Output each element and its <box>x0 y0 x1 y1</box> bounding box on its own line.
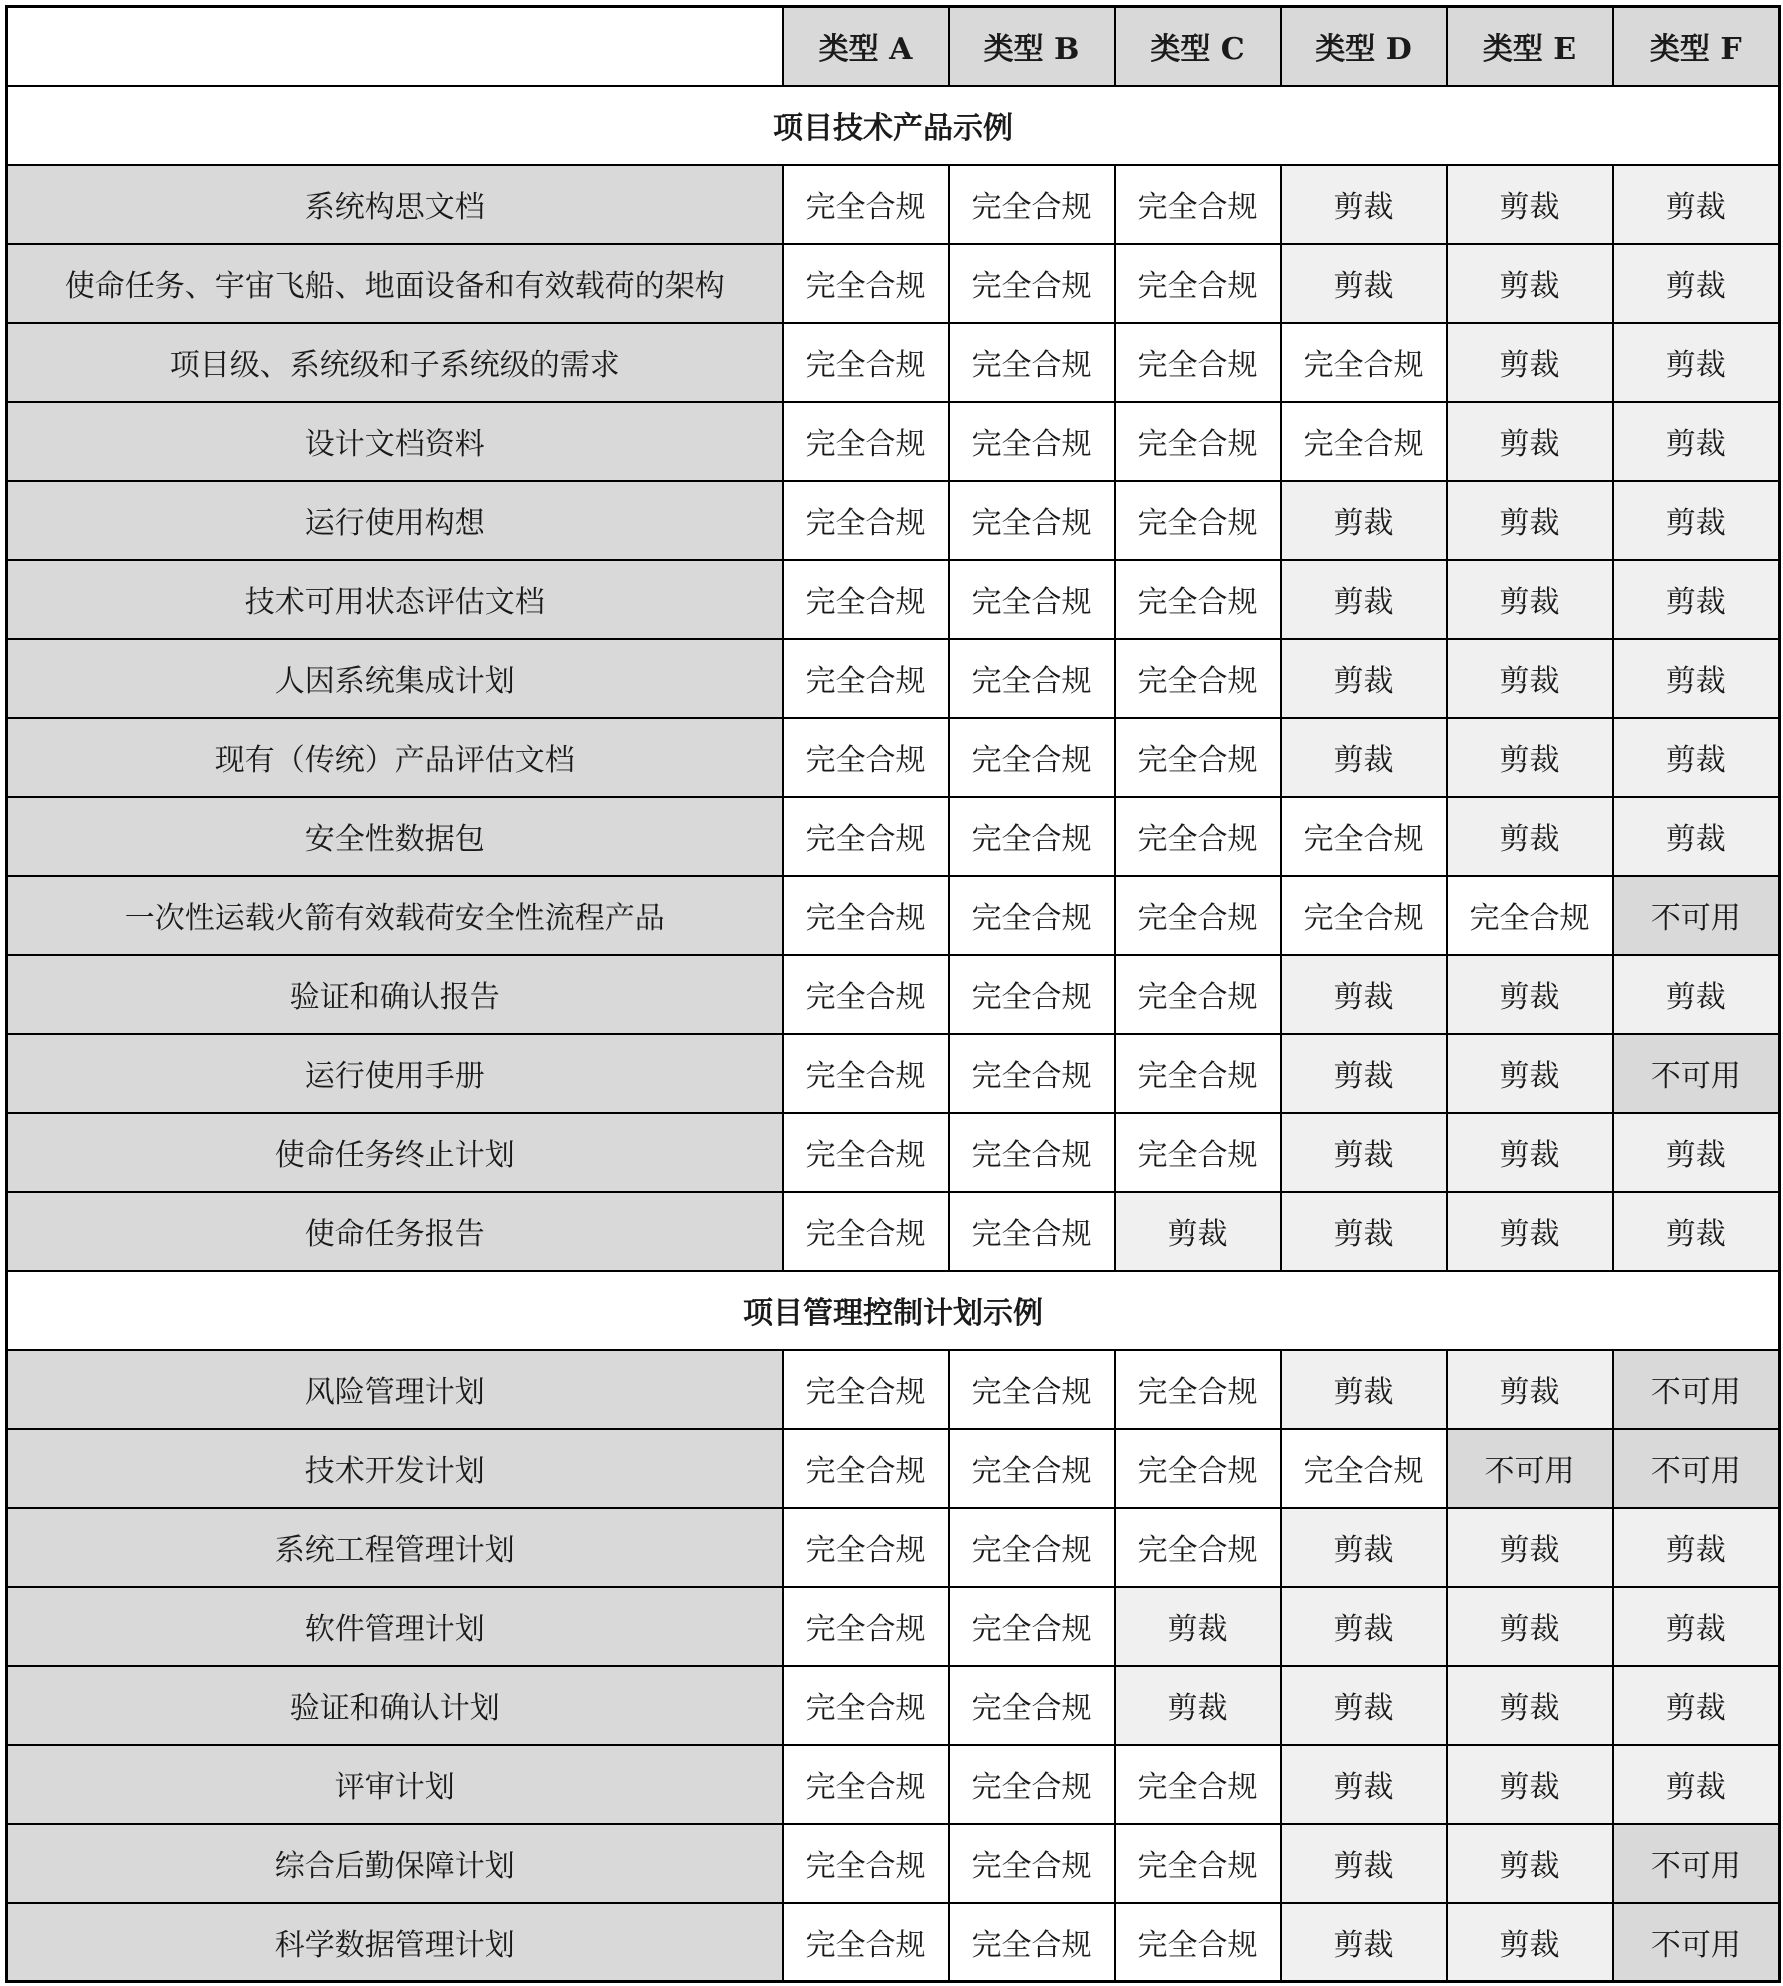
compliance-cell: 完全合规 <box>783 165 949 244</box>
compliance-cell: 剪裁 <box>1281 244 1447 323</box>
compliance-cell: 完全合规 <box>949 165 1115 244</box>
compliance-cell: 剪裁 <box>1447 639 1613 718</box>
section-title: 项目管理控制计划示例 <box>7 1271 1780 1350</box>
compliance-cell: 剪裁 <box>1613 1192 1780 1271</box>
compliance-cell: 完全合规 <box>783 1429 949 1508</box>
header-row <box>7 7 1780 86</box>
compliance-cell: 剪裁 <box>1281 639 1447 718</box>
compliance-cell: 完全合规 <box>1115 1508 1281 1587</box>
compliance-cell: 完全合规 <box>1115 639 1281 718</box>
compliance-cell: 完全合规 <box>1115 1745 1281 1824</box>
compliance-cell: 剪裁 <box>1613 1113 1780 1192</box>
table-row <box>7 481 1780 560</box>
table-row <box>7 1745 1780 1824</box>
compliance-cell: 剪裁 <box>1281 1113 1447 1192</box>
compliance-cell: 完全合规 <box>783 1192 949 1271</box>
compliance-cell: 剪裁 <box>1447 1824 1613 1903</box>
table-row <box>7 323 1780 402</box>
corner-cell <box>7 7 783 86</box>
compliance-cell: 剪裁 <box>1447 1508 1613 1587</box>
compliance-cell: 剪裁 <box>1281 1824 1447 1903</box>
compliance-cell: 完全合规 <box>1115 1429 1281 1508</box>
row-label: 科学数据管理计划 <box>7 1903 783 1982</box>
table-row <box>7 1192 1780 1271</box>
compliance-cell: 不可用 <box>1613 1429 1780 1508</box>
compliance-cell: 完全合规 <box>1115 481 1281 560</box>
compliance-cell: 不可用 <box>1613 876 1780 955</box>
row-label: 验证和确认计划 <box>7 1666 783 1745</box>
row-label: 风险管理计划 <box>7 1350 783 1429</box>
compliance-cell: 完全合规 <box>1115 876 1281 955</box>
table-row <box>7 1429 1780 1508</box>
compliance-cell: 完全合规 <box>783 244 949 323</box>
row-label: 安全性数据包 <box>7 797 783 876</box>
compliance-cell: 完全合规 <box>949 1903 1115 1982</box>
compliance-cell: 完全合规 <box>949 876 1115 955</box>
row-label: 技术可用状态评估文档 <box>7 560 783 639</box>
compliance-cell: 剪裁 <box>1613 718 1780 797</box>
compliance-cell: 完全合规 <box>1281 402 1447 481</box>
compliance-cell: 剪裁 <box>1447 797 1613 876</box>
compliance-cell: 完全合规 <box>783 1666 949 1745</box>
compliance-cell: 不可用 <box>1613 1903 1780 1982</box>
compliance-cell: 剪裁 <box>1447 955 1613 1034</box>
compliance-cell: 剪裁 <box>1447 481 1613 560</box>
compliance-cell: 剪裁 <box>1613 560 1780 639</box>
compliance-cell: 完全合规 <box>949 1429 1115 1508</box>
row-label: 系统工程管理计划 <box>7 1508 783 1587</box>
compliance-cell: 剪裁 <box>1613 244 1780 323</box>
tailoring-table <box>5 5 1781 1983</box>
compliance-cell: 剪裁 <box>1281 1350 1447 1429</box>
table-row <box>7 1508 1780 1587</box>
compliance-cell: 完全合规 <box>1281 876 1447 955</box>
compliance-cell: 完全合规 <box>949 402 1115 481</box>
row-label: 系统构思文档 <box>7 165 783 244</box>
column-header-type-b: 类型 B <box>949 7 1115 86</box>
compliance-cell: 剪裁 <box>1281 1192 1447 1271</box>
compliance-cell: 完全合规 <box>949 244 1115 323</box>
compliance-cell: 完全合规 <box>783 1587 949 1666</box>
compliance-cell: 完全合规 <box>949 955 1115 1034</box>
compliance-cell: 完全合规 <box>1115 165 1281 244</box>
compliance-cell: 剪裁 <box>1281 718 1447 797</box>
compliance-cell: 完全合规 <box>1115 244 1281 323</box>
compliance-cell: 完全合规 <box>1115 718 1281 797</box>
compliance-cell: 完全合规 <box>783 1034 949 1113</box>
table-row <box>7 1350 1780 1429</box>
compliance-cell: 剪裁 <box>1447 1113 1613 1192</box>
compliance-cell: 剪裁 <box>1613 323 1780 402</box>
compliance-cell: 完全合规 <box>949 560 1115 639</box>
table-row <box>7 1113 1780 1192</box>
table-row <box>7 955 1780 1034</box>
section-row <box>7 1271 1780 1350</box>
column-header-type-e: 类型 E <box>1447 7 1613 86</box>
section-row <box>7 86 1780 165</box>
column-header-type-c: 类型 C <box>1115 7 1281 86</box>
compliance-cell: 完全合规 <box>783 1113 949 1192</box>
compliance-cell: 完全合规 <box>1281 797 1447 876</box>
row-label: 软件管理计划 <box>7 1587 783 1666</box>
compliance-cell: 完全合规 <box>1281 323 1447 402</box>
compliance-cell: 完全合规 <box>1115 1113 1281 1192</box>
compliance-cell: 完全合规 <box>783 1508 949 1587</box>
compliance-cell: 完全合规 <box>783 323 949 402</box>
compliance-cell: 完全合规 <box>949 323 1115 402</box>
compliance-cell: 剪裁 <box>1447 1034 1613 1113</box>
row-label: 一次性运载火箭有效载荷安全性流程产品 <box>7 876 783 955</box>
row-label: 综合后勤保障计划 <box>7 1824 783 1903</box>
compliance-cell: 剪裁 <box>1447 1350 1613 1429</box>
compliance-cell: 完全合规 <box>783 639 949 718</box>
compliance-cell: 完全合规 <box>1115 1350 1281 1429</box>
compliance-cell: 完全合规 <box>783 1903 949 1982</box>
compliance-cell: 完全合规 <box>1115 1903 1281 1982</box>
compliance-cell: 剪裁 <box>1281 955 1447 1034</box>
compliance-cell: 完全合规 <box>783 797 949 876</box>
compliance-cell: 剪裁 <box>1281 1034 1447 1113</box>
compliance-cell: 完全合规 <box>949 718 1115 797</box>
compliance-cell: 剪裁 <box>1613 797 1780 876</box>
table-body <box>7 86 1780 1982</box>
compliance-cell: 剪裁 <box>1115 1192 1281 1271</box>
compliance-cell: 完全合规 <box>1115 323 1281 402</box>
row-label: 使命任务、宇宙飞船、地面设备和有效载荷的架构 <box>7 244 783 323</box>
compliance-cell: 完全合规 <box>1115 955 1281 1034</box>
table-row <box>7 797 1780 876</box>
table-row <box>7 1666 1780 1745</box>
row-label: 运行使用手册 <box>7 1034 783 1113</box>
row-label: 评审计划 <box>7 1745 783 1824</box>
compliance-cell: 不可用 <box>1447 1429 1613 1508</box>
compliance-cell: 完全合规 <box>949 481 1115 560</box>
compliance-cell: 剪裁 <box>1281 481 1447 560</box>
compliance-cell: 剪裁 <box>1281 1903 1447 1982</box>
compliance-cell: 剪裁 <box>1613 402 1780 481</box>
compliance-cell: 剪裁 <box>1447 560 1613 639</box>
compliance-cell: 剪裁 <box>1281 1745 1447 1824</box>
compliance-cell: 剪裁 <box>1281 1587 1447 1666</box>
row-label: 运行使用构想 <box>7 481 783 560</box>
table-row <box>7 1034 1780 1113</box>
row-label: 设计文档资料 <box>7 402 783 481</box>
column-header-type-f: 类型 F <box>1613 7 1780 86</box>
compliance-cell: 完全合规 <box>1115 1824 1281 1903</box>
table-row <box>7 402 1780 481</box>
table-row <box>7 718 1780 797</box>
compliance-cell: 完全合规 <box>1115 1034 1281 1113</box>
table-row <box>7 244 1780 323</box>
compliance-cell: 完全合规 <box>949 1666 1115 1745</box>
compliance-cell: 完全合规 <box>949 1034 1115 1113</box>
compliance-cell: 剪裁 <box>1447 244 1613 323</box>
compliance-cell: 完全合规 <box>783 955 949 1034</box>
compliance-cell: 完全合规 <box>783 402 949 481</box>
compliance-cell: 剪裁 <box>1613 481 1780 560</box>
row-label: 使命任务报告 <box>7 1192 783 1271</box>
column-header-type-a: 类型 A <box>783 7 949 86</box>
compliance-cell: 完全合规 <box>783 1745 949 1824</box>
compliance-cell: 剪裁 <box>1447 1666 1613 1745</box>
compliance-cell: 剪裁 <box>1613 1508 1780 1587</box>
compliance-cell: 剪裁 <box>1613 955 1780 1034</box>
compliance-cell: 完全合规 <box>949 1824 1115 1903</box>
compliance-cell: 剪裁 <box>1447 718 1613 797</box>
compliance-cell: 完全合规 <box>783 1824 949 1903</box>
compliance-cell: 剪裁 <box>1281 560 1447 639</box>
column-header-type-d: 类型 D <box>1281 7 1447 86</box>
compliance-cell: 剪裁 <box>1613 1587 1780 1666</box>
compliance-cell: 剪裁 <box>1613 165 1780 244</box>
compliance-cell: 剪裁 <box>1613 639 1780 718</box>
compliance-cell: 剪裁 <box>1447 1903 1613 1982</box>
compliance-cell: 完全合规 <box>949 1587 1115 1666</box>
compliance-cell: 完全合规 <box>949 1192 1115 1271</box>
compliance-cell: 完全合规 <box>783 481 949 560</box>
compliance-cell: 完全合规 <box>783 1350 949 1429</box>
compliance-cell: 剪裁 <box>1447 323 1613 402</box>
compliance-cell: 完全合规 <box>1115 402 1281 481</box>
compliance-cell: 剪裁 <box>1613 1666 1780 1745</box>
compliance-cell: 完全合规 <box>783 560 949 639</box>
table-row <box>7 1587 1780 1666</box>
compliance-cell: 剪裁 <box>1115 1666 1281 1745</box>
section-title: 项目技术产品示例 <box>7 86 1780 165</box>
compliance-cell: 剪裁 <box>1447 402 1613 481</box>
compliance-cell: 完全合规 <box>949 639 1115 718</box>
compliance-cell: 完全合规 <box>1447 876 1613 955</box>
row-label: 验证和确认报告 <box>7 955 783 1034</box>
compliance-cell: 完全合规 <box>1281 1429 1447 1508</box>
compliance-cell: 剪裁 <box>1281 1666 1447 1745</box>
compliance-cell: 完全合规 <box>949 1350 1115 1429</box>
compliance-cell: 完全合规 <box>949 1508 1115 1587</box>
compliance-cell: 剪裁 <box>1447 1192 1613 1271</box>
compliance-cell: 完全合规 <box>949 1745 1115 1824</box>
table-row <box>7 560 1780 639</box>
row-label: 现有（传统）产品评估文档 <box>7 718 783 797</box>
compliance-cell: 剪裁 <box>1447 1745 1613 1824</box>
row-label: 项目级、系统级和子系统级的需求 <box>7 323 783 402</box>
row-label: 人因系统集成计划 <box>7 639 783 718</box>
compliance-cell: 不可用 <box>1613 1350 1780 1429</box>
compliance-cell: 剪裁 <box>1281 165 1447 244</box>
compliance-cell: 完全合规 <box>783 876 949 955</box>
compliance-cell: 完全合规 <box>1115 560 1281 639</box>
compliance-cell: 完全合规 <box>1115 797 1281 876</box>
compliance-cell: 不可用 <box>1613 1824 1780 1903</box>
table-row <box>7 1903 1780 1982</box>
table-row <box>7 876 1780 955</box>
table-row <box>7 165 1780 244</box>
compliance-cell: 剪裁 <box>1281 1508 1447 1587</box>
compliance-cell: 完全合规 <box>783 718 949 797</box>
row-label: 技术开发计划 <box>7 1429 783 1508</box>
table-row <box>7 639 1780 718</box>
compliance-cell: 不可用 <box>1613 1034 1780 1113</box>
table-row <box>7 1824 1780 1903</box>
compliance-cell: 完全合规 <box>949 797 1115 876</box>
row-label: 使命任务终止计划 <box>7 1113 783 1192</box>
compliance-cell: 剪裁 <box>1115 1587 1281 1666</box>
compliance-cell: 剪裁 <box>1613 1745 1780 1824</box>
compliance-cell: 剪裁 <box>1447 1587 1613 1666</box>
compliance-cell: 剪裁 <box>1447 165 1613 244</box>
compliance-cell: 完全合规 <box>949 1113 1115 1192</box>
